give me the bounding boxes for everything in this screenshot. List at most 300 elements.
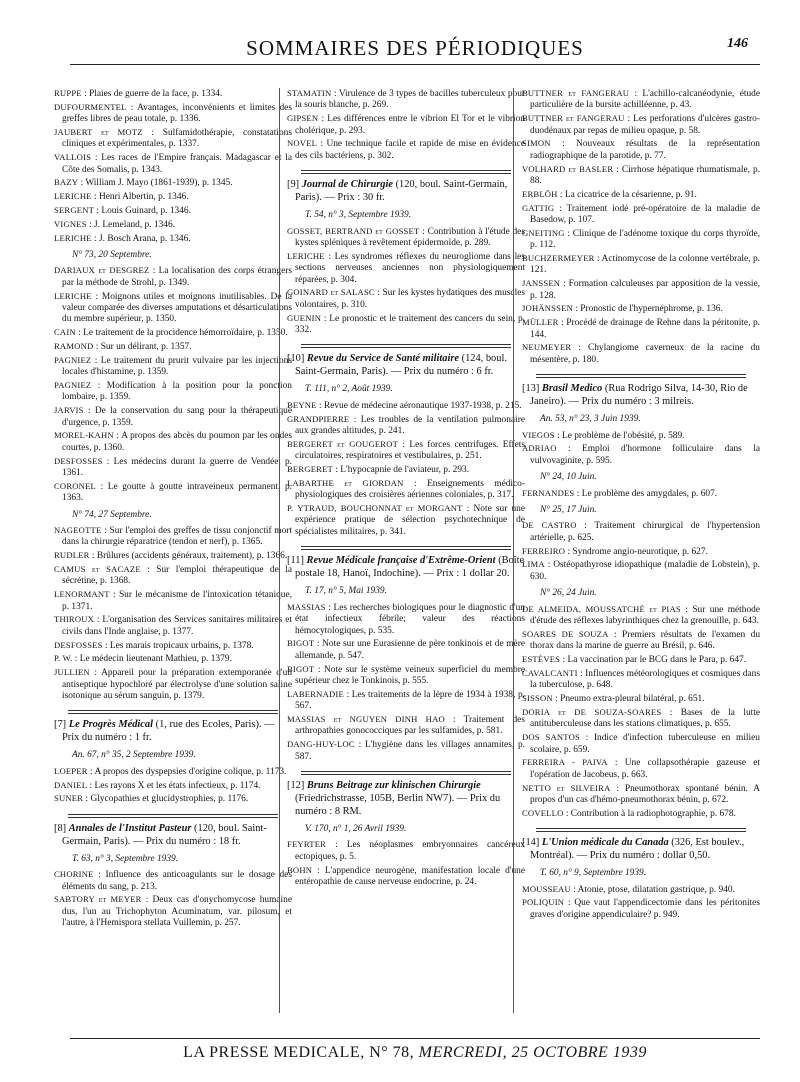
entry-separator: :	[113, 431, 122, 442]
issue-line: An. 67, n° 35, 2 Septembre 1939.	[72, 750, 196, 761]
article-entry	[54, 152, 292, 176]
entry-separator: :	[554, 430, 563, 441]
entry-separator: :	[574, 488, 582, 499]
article-title: La localisation des corps étrangers par la méthode de Strohl, p. 1349.	[62, 266, 292, 288]
article-entry	[522, 228, 760, 252]
entry-separator: :	[613, 164, 622, 175]
issue-line: T. 54, n° 3, Septembre 1939.	[305, 210, 412, 221]
entry-separator: :	[680, 604, 693, 615]
entry-separator: :	[624, 114, 634, 125]
article-title: Sur un délirant, p. 1357.	[100, 342, 192, 353]
article-authors: LERICHE	[54, 290, 92, 301]
article-entry	[54, 233, 292, 245]
article-authors: BERGERET	[287, 464, 333, 475]
article-entry	[287, 313, 525, 337]
entry-separator: :	[552, 694, 561, 705]
entry-separator: :	[557, 189, 565, 200]
journal-number: [11]	[287, 555, 304, 567]
entry-separator: :	[333, 465, 341, 476]
article-authors: MASSIAS et NGUYEN DINH HAO	[287, 713, 445, 724]
article-title: Sur une méthode d'étude des réflexes labyrinthiques chez la grenouille, p. 643.	[530, 604, 760, 627]
article-title: Atonie, ptose, dilatation gastrique, p. 940.	[577, 884, 735, 895]
journal-address: (120, boul. Saint-Germain, Paris). — Prix : 30 fr.	[295, 179, 508, 204]
article-authors: DANIEL	[54, 779, 88, 790]
article-title: Le pronostic et le traitement des cancers du sein, p. 332.	[295, 313, 525, 336]
article-authors: BOHN	[287, 864, 313, 875]
article-title: L'achillo-calcanéodynie, étude particulière de la bursite achilléenne, p. 43.	[530, 89, 760, 111]
article-title: Les marais tropicaux urbains, p. 1378.	[109, 640, 254, 651]
entry-separator: :	[91, 381, 107, 392]
article-entry	[54, 589, 292, 613]
entry-separator: :	[91, 153, 102, 164]
article-title: Enseignements médico-physiologiques des croisières aériennes coloniales, p. 317.	[295, 478, 525, 501]
article-authors: GIPSEN	[287, 113, 319, 124]
article-authors: JARVIS	[54, 405, 84, 416]
article-title: Le médecin lieutenant Mathieu, p. 1379.	[79, 654, 232, 665]
article-entry	[287, 464, 525, 476]
journal-title: Le Progrès Médical	[68, 719, 153, 731]
article-entry	[522, 668, 760, 692]
article-authors: RAMOND	[54, 341, 94, 352]
entry-separator: :	[403, 478, 428, 489]
article-authors: BUTTNER et FANGERAU	[522, 113, 625, 124]
entry-separator: :	[102, 640, 110, 651]
entry-separator: :	[544, 560, 554, 571]
journal-address: (326, Est boulev., Montréal). — Prix du numéro : dollar 0,50.	[530, 837, 745, 862]
article-authors: BIGOT	[287, 663, 315, 674]
article-authors: GOINARD et SALASC	[287, 287, 375, 298]
entry-separator: :	[149, 266, 159, 277]
article-authors: P. W.	[54, 653, 73, 664]
entry-separator: :	[142, 128, 163, 138]
article-title: J. Lemeland, p. 1346.	[94, 219, 175, 230]
article-authors: SOARES DE SOUZA	[522, 628, 609, 639]
article-title: Les médecins durant la guerre de Vendée, p. 1361.	[62, 456, 292, 479]
entry-separator: :	[94, 615, 103, 626]
entry-separator: :	[331, 89, 339, 99]
article-entry	[287, 439, 525, 463]
journal-title: Revue Médicale française d'Extrême-Orient	[306, 555, 496, 567]
article-title: Contribution à la radiophotographie, p. 678.	[570, 808, 736, 819]
article-title: Traitement iodé pré-opératoire de la maladie de Basedow, p. 107.	[530, 203, 760, 226]
issue-line: V. 170, n° 1, 26 Avril 1939.	[305, 823, 407, 834]
article-title: Influence des anticoagulants sur le dosage des éléments du sang, p. 213.	[62, 870, 292, 892]
article-entry	[287, 839, 525, 863]
article-authors: BUTTNER et FANGERAU	[522, 88, 630, 98]
article-authors: CHORINE	[54, 869, 94, 880]
journal-title: L'Union médicale du Canada	[541, 837, 669, 849]
article-entry	[522, 303, 760, 315]
journal-address: (1, rue des Ecoles, Paris). — Prix du numéro : 1 fr.	[62, 719, 275, 744]
article-entry	[54, 894, 292, 929]
journal-address: (124, boul. Saint-Germain, Paris). — Prix du numéro : 6 fr.	[295, 353, 507, 378]
article-authors: BAZY	[54, 177, 79, 188]
article-authors: GRANDPIERRE	[287, 413, 350, 424]
column-2	[287, 88, 525, 988]
article-authors: FERNANDES	[522, 487, 575, 498]
entry-separator: :	[93, 342, 101, 353]
article-entry	[54, 380, 292, 404]
article-entry	[54, 327, 292, 339]
entry-separator: :	[141, 895, 153, 906]
article-title: Sur les kystes hydatiques des muscles volontaires, p. 310.	[295, 288, 525, 310]
entry-separator: :	[312, 865, 325, 876]
entry-separator: :	[462, 504, 474, 515]
entry-separator: :	[564, 898, 575, 909]
issue-line: T. 17, n° 5, Mai 1939.	[305, 586, 387, 597]
article-entry	[522, 113, 760, 137]
issue-line: An. 53, n° 23, 3 Juin 1939.	[540, 414, 641, 425]
article-title: Deux cas d'onychomycose humaine dus, l'un au Trichophyton Acuminatum, var. pilosum, et l'autre, à l'Hemispora stellata Vuillemin, p. 257.	[62, 895, 292, 929]
article-authors: BUCHZERMEYER	[522, 253, 595, 264]
article-title: Nouveaux résultats de la représentation radiographique de la parotide, p. 77.	[530, 139, 760, 161]
footer-line	[70, 1044, 760, 1062]
entry-separator: :	[321, 313, 330, 324]
entry-separator: :	[317, 139, 327, 150]
journal-heading	[287, 554, 525, 580]
article-entry	[54, 430, 292, 454]
article-entry	[54, 191, 292, 203]
journal-number: [14]	[522, 837, 540, 849]
entry-separator: :	[374, 288, 383, 299]
article-authors: DESFOSSES	[54, 455, 103, 466]
article-authors: NOVEL	[287, 138, 318, 149]
article-entry	[522, 693, 760, 705]
article-entry	[54, 405, 292, 429]
article-entry	[287, 638, 525, 662]
article-authors: VALLOIS	[54, 152, 92, 163]
article-entry	[287, 664, 525, 688]
entry-separator: :	[326, 840, 347, 851]
article-authors: NEUMEYER	[522, 342, 572, 353]
entry-separator: :	[571, 343, 588, 354]
entry-separator: :	[563, 808, 571, 819]
journal-title: Annales de l'Institut Pasteur	[68, 822, 192, 834]
article-title: William J. Mayo (1861-1939), p. 1345.	[85, 178, 233, 189]
entry-separator: :	[89, 668, 102, 679]
article-entry	[522, 278, 760, 302]
column-3	[522, 88, 760, 988]
article-authors: CORONEL	[54, 480, 96, 491]
entry-separator: :	[576, 521, 595, 532]
article-authors: FERREIRA - PAIVA	[522, 757, 608, 768]
article-authors: GOSSET, BERTRAND et GOSSET	[287, 225, 420, 236]
journal-address: (Boîte postale 18, Hanoï, Indochine). — Prix : 1 dollar 20.	[295, 555, 525, 580]
article-entry	[54, 355, 292, 379]
entry-separator: :	[87, 780, 95, 791]
article-entry	[522, 430, 760, 442]
article-entry	[287, 689, 525, 713]
article-title: Louis Guinard, p. 1346.	[101, 206, 191, 216]
article-title: Les recherches biologiques pour le diagnostic d'un état infectieux fébrile; valeur des réactions hémocytologiques, p. 535.	[295, 602, 525, 636]
article-authors: PAGNIEZ	[54, 380, 92, 391]
article-entry	[54, 766, 292, 778]
article-title: Une collapsothérapie gazeuse et l'opération de Jacobeus, p. 663.	[530, 758, 760, 780]
entry-separator: :	[550, 139, 577, 150]
article-authors: ADRIAO	[522, 443, 557, 454]
journal-heading	[287, 352, 525, 378]
page-header	[70, 34, 760, 64]
article-title: L'hypocapnie de l'aviateur, p. 293.	[340, 465, 470, 476]
article-entry	[522, 342, 760, 366]
article-title: Le traitement de la procidence hémorroïdaire, p. 1350.	[83, 328, 288, 339]
article-title: Emploi d'hormone folliculaire dans la vulvovaginite, p. 595.	[530, 444, 760, 466]
entry-separator: :	[565, 546, 573, 557]
article-entry	[54, 102, 292, 126]
article-authors: DE ALMEIDA, MOUSSATCHÉ et PIAS	[522, 603, 681, 614]
issue-line: N° 26, 24 Juin.	[540, 588, 597, 599]
article-entry	[522, 808, 760, 820]
entry-separator: :	[398, 439, 410, 450]
article-title: Le problème des amygdales, p. 607.	[581, 488, 718, 499]
article-authors: STAMATIN	[287, 88, 332, 98]
article-title: Pneumo extra-pleural bilatéral, p. 651.	[560, 694, 705, 705]
article-entry	[522, 317, 760, 341]
article-entry	[522, 884, 760, 896]
article-authors: JAUBERT et MOTZ	[54, 127, 143, 137]
article-title: Influences météorologiques et cosmiques dans la tuberculose, p. 648.	[530, 668, 760, 691]
article-entry	[287, 113, 525, 137]
journal-heading	[54, 822, 292, 848]
entry-separator: :	[91, 192, 99, 203]
article-entry	[522, 189, 760, 201]
journal-address: (Rua Rodrigo Silva, 14-30, Rio de Janeiro). — Prix du numéro : 3 milreis.	[530, 383, 748, 408]
article-authors: NETTO et SILVEIRA	[522, 782, 611, 793]
entry-separator: :	[91, 291, 102, 302]
article-title: Brûlures (accidents généraux, traitement), p. 1366.	[96, 551, 288, 562]
article-entry	[287, 88, 525, 112]
entry-separator: :	[607, 758, 625, 769]
article-title: Virulence de 3 types de bacilles tuberculeux pour la souris blanche, p. 269.	[295, 89, 525, 111]
article-title: Clinique de l'adénome toxique du corps thyroïde, p. 112.	[530, 228, 760, 251]
page-title: SOMMAIRES DES PÉRIODIQUES	[246, 36, 584, 60]
column-1	[54, 88, 292, 988]
article-entry	[54, 219, 292, 231]
article-entry	[287, 714, 525, 738]
article-entry	[522, 783, 760, 807]
article-authors: MOREL-KAHN	[54, 430, 114, 441]
entry-separator: :	[91, 233, 99, 244]
article-title: La cicatrice de la césarienne, p. 91.	[564, 189, 697, 200]
article-entry	[522, 732, 760, 756]
article-entry	[522, 654, 760, 666]
article-entry	[54, 341, 292, 353]
entry-separator: :	[579, 733, 594, 744]
article-title: Henri Albertin, p. 1346.	[98, 192, 189, 203]
entry-separator: :	[419, 226, 428, 237]
article-entry	[522, 88, 760, 112]
journal-title: Bruns Beitrage zur klinischen Chirurgie	[306, 779, 481, 791]
article-title: Le goutte à goutte intraveineux permanent, p. 1363.	[62, 481, 292, 504]
article-authors: GUENIN	[287, 312, 322, 323]
entry-separator: :	[560, 655, 568, 666]
article-title: Pneumothorax spontané bénin. A propos d'un cas d'hémo-pneumothorax bénin, p. 672.	[530, 783, 760, 805]
issue-line: N° 73, 20 Septembre.	[72, 250, 152, 260]
entry-separator: :	[86, 219, 95, 230]
journal-heading	[287, 779, 525, 818]
entry-separator: :	[316, 400, 324, 411]
article-title: Revue de médecine aéronautique 1937-1938, p. 215.	[323, 400, 522, 411]
entry-separator: :	[325, 602, 334, 613]
article-entry	[54, 640, 292, 652]
article-entry	[287, 739, 525, 763]
journal-number: [12]	[287, 779, 305, 791]
article-title: J. Bosch Arana, p. 1346.	[98, 233, 191, 244]
journal-heading	[287, 178, 525, 204]
article-title: Les différences entre le vibrion El Tor et le vibrion cholérique, p. 293.	[295, 114, 525, 136]
article-title: Syndrome angio-neurotique, p. 627.	[572, 546, 708, 557]
issue-line: N° 74, 27 Septembre.	[72, 509, 152, 520]
entry-separator: :	[594, 254, 602, 265]
article-entry	[287, 287, 525, 311]
article-title: Glycopathies et glucidystrophies, p. 1176.	[90, 794, 249, 805]
article-title: Traitement chirurgical de l'hypertension artérielle, p. 625.	[530, 521, 760, 543]
article-entry	[522, 164, 760, 188]
entry-separator: :	[89, 551, 97, 562]
article-entry	[54, 550, 292, 562]
article-title: Actinomycose de la colonne vertébrale, p. 121.	[530, 254, 760, 276]
entry-separator: :	[556, 444, 583, 455]
article-title: Le traitement du prurit vulvaire par les injections locales d'histamine, p. 1359.	[62, 355, 292, 378]
article-title: Sur le mécanisme de l'intoxication tétanique, p. 1371.	[62, 590, 292, 612]
issue-line: T. 63, n° 3, Septembre 1939.	[72, 853, 179, 864]
entry-separator: :	[564, 228, 573, 239]
footer-journal: LA PRESSE MEDICALE,	[183, 1044, 365, 1061]
journal-number: [9]	[287, 179, 300, 191]
entry-separator: :	[354, 740, 365, 751]
article-entry	[522, 253, 760, 277]
article-authors: RUPPE	[54, 88, 82, 98]
journal-title: Journal de Chirurgie	[301, 179, 393, 191]
article-title: Les syndromes réflexes du neurogliome dans les sections nerveuses anciennes non physiologiquement réparées, p. 304.	[295, 251, 525, 285]
issue-line: N° 25, 17 Juin.	[540, 505, 597, 516]
entry-separator: :	[140, 565, 157, 576]
article-authors: SISSON	[522, 693, 553, 704]
article-entry	[54, 177, 292, 189]
article-entry	[522, 757, 760, 781]
article-entry	[522, 443, 760, 467]
article-authors: JANSSEN	[522, 278, 561, 289]
entry-separator: :	[109, 590, 119, 601]
article-entry	[54, 869, 292, 893]
article-authors: CAVALCANTI	[522, 667, 578, 678]
entry-separator: :	[558, 318, 567, 329]
article-title: Traitement des arthropathies gonococciques par les sulfamides, p. 581.	[295, 714, 525, 737]
article-authors: MÜLLER	[522, 317, 559, 328]
journal-heading	[54, 718, 292, 744]
article-title: Modification à la position pour la ponction lombaire, p. 1359.	[62, 381, 292, 403]
issue-line: N° 24, 10 Juin.	[540, 472, 597, 483]
article-entry	[287, 503, 525, 538]
article-title: Avantages, inconvénients et limites des greffes libres de peau totale, p. 1336.	[62, 102, 292, 125]
article-entry	[287, 226, 525, 250]
article-authors: DARIAUX et DESGREZ	[54, 265, 150, 276]
article-title: Les néoplasmes embryonnaires cancéreux ectopiques, p. 5.	[295, 840, 525, 862]
article-title: Les perforations d'ulcères gastro-duodénaux par repas de milieu opaque, p. 58.	[530, 114, 760, 136]
article-entry	[287, 414, 525, 438]
article-authors: LABERNADIE	[287, 688, 344, 699]
page-number: 146	[727, 36, 748, 51]
article-authors: BERGERET et GOUGEROT	[287, 438, 399, 449]
article-title: Note sur le système veineux superficiel du membre supérieur chez le Tonkinois, p. 555.	[295, 664, 525, 686]
article-title: Sur l'emploi des greffes de tissu conjonctif mort dans la chirurgie réparatrice (tendon et nerf), p. 1365.	[62, 526, 292, 548]
article-title: Ostéopathyrose idiopathique (maladie de Lobstein), p. 630.	[530, 560, 760, 582]
journal-heading	[522, 382, 760, 408]
article-authors: LENORMANT	[54, 589, 110, 600]
entry-separator: :	[83, 794, 91, 805]
footer-rule	[70, 1038, 760, 1039]
entry-separator: :	[102, 456, 114, 467]
article-entry	[522, 707, 760, 731]
entry-separator: :	[93, 870, 106, 881]
column-divider	[513, 88, 514, 1013]
article-authors: JULLIEN	[54, 667, 90, 678]
article-entry	[54, 653, 292, 665]
article-authors: LIMA	[522, 559, 545, 570]
article-authors: PAGNIEZ	[54, 354, 92, 365]
article-authors: DE CASTRO	[522, 520, 577, 531]
entry-separator: :	[314, 664, 325, 675]
article-title: Pronostic de l'hypernéphrome, p. 136.	[580, 304, 723, 315]
article-title: Sur l'emploi thérapeutique de la sécrétine, p. 1368.	[62, 565, 292, 587]
entry-separator: :	[314, 639, 323, 650]
journal-address: (Friedrichstrasse, 105B, Berlin NW7). — Prix du numéro : 8 RM.	[295, 792, 501, 817]
article-entry	[54, 564, 292, 588]
article-title: Une technique facile et rapide de mise en évidence des cils bactériens, p. 302.	[295, 139, 525, 161]
article-entry	[522, 897, 760, 921]
article-authors: NAGEOTTE	[54, 525, 102, 536]
article-authors: GATTIG	[522, 202, 555, 213]
entry-separator: :	[343, 689, 352, 700]
article-title: Sulfamidothérapie, constatations cliniques et expérimentales, p. 1337.	[62, 128, 292, 150]
journal-title: Revue du Service de Santé militaire	[306, 353, 460, 365]
article-entry	[287, 602, 525, 637]
article-title: La vaccination par le BCG dans le Para, p. 647.	[567, 655, 747, 666]
article-authors: SABTORY et MEYER	[54, 894, 142, 905]
entry-separator: :	[91, 355, 101, 366]
article-authors: LERICHE	[287, 250, 325, 261]
article-authors: DUFOURMENTEL	[54, 101, 127, 112]
entry-separator: :	[81, 89, 90, 99]
article-authors: BIGOT	[287, 638, 315, 649]
article-authors: POLIQUIN	[522, 897, 565, 908]
article-authors: LABARTHE et GIORDAN	[287, 477, 404, 488]
article-entry	[522, 488, 760, 500]
article-entry	[54, 456, 292, 480]
journal-number: [7]	[54, 719, 67, 731]
article-authors: SUNER	[54, 793, 84, 804]
entry-separator: :	[83, 406, 95, 417]
entry-separator: :	[608, 629, 623, 640]
article-entry	[287, 865, 525, 889]
article-authors: LERICHE	[54, 232, 92, 243]
article-entry	[522, 559, 760, 583]
article-authors: COVELLO	[522, 807, 564, 818]
footer-date: MERCREDI, 25 OCTOBRE 1939	[418, 1044, 647, 1061]
article-authors: VIEGOS	[522, 429, 555, 440]
entry-separator: :	[324, 251, 335, 262]
article-authors: LOEPER	[54, 765, 88, 776]
article-title: Plaies de guerre de la face, p. 1334.	[89, 89, 223, 99]
article-authors: CAIN	[54, 327, 76, 338]
page-footer	[70, 1038, 760, 1062]
journal-number: [13]	[522, 383, 540, 395]
article-title: L'hygiène dans les villages annamites, p. 587.	[295, 740, 525, 762]
article-entry	[522, 604, 760, 628]
article-entry	[522, 203, 760, 227]
article-entry	[54, 205, 292, 217]
article-authors: P. YTRAUD, BOUCHONNAT et MORGANT	[287, 503, 463, 514]
